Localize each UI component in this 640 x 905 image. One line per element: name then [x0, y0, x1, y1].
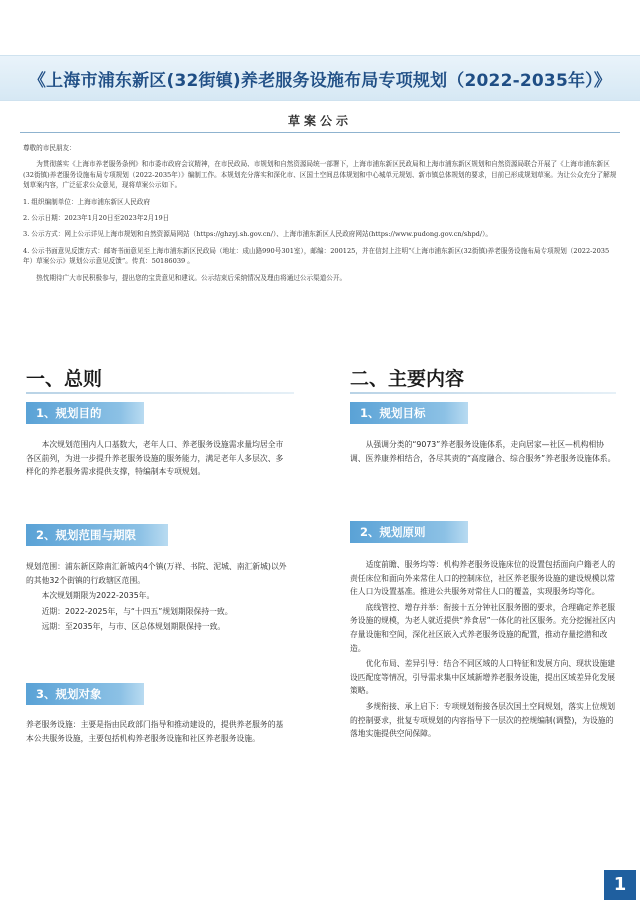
- section-rule: [26, 392, 294, 394]
- paragraph: 本次规划范围内人口基数大，老年人口、养老服务设施需求量均居全市各区前列，为进一步提升养老服务设施的服务能力，满足老年人多层次、多样化的养老服务需求提供支撑，特编制本专项规划。: [26, 440, 284, 477]
- subsection-badge-goal: 1、规划目标: [350, 402, 468, 424]
- principles-text: [350, 558, 616, 743]
- notice-intro: 为贯彻落实《上海市养老服务条例》和市委市政府会议精神，在市民政局、市规划和自然资源局统一部署下，上海市浦东新区民政局和上海市浦东新区规划和自然资源局联合开展了《上海市浦东新区(32街镇)养老服务设施布局专项规划（2022-2035年）》编制工作。本规划充分落实和深化市、区国土空间总体规划和中心城单元规划、新市镇总体规划的要求，目前已形成规划草案。为让公众充分了解规划草案内容，广泛征求公众意见，现将草案公示如下。: [23, 160, 617, 190]
- document-title: 《上海市浦东新区(32街镇)养老服务设施布局专项规划（2022-2035年）》: [28, 71, 612, 91]
- notice-item-4: 4. 公示书面意见反馈方式：邮寄书面意见至上海市浦东新区民政局（地址：成山路990号301室），邮编：200125，并在信封上注明“《上海市浦东新区(32街镇)养老服务设施布局专项规划（2022-2035年）草案公示》规划公示意见反馈”。传真：50186039 。: [23, 246, 610, 266]
- notice-item-1: 1. 组织编制单位：上海市浦东新区人民政府: [23, 197, 151, 206]
- page-number-badge: 1: [604, 870, 636, 900]
- section-rule: [350, 392, 616, 394]
- subsection-badge-purpose: 1、规划目的: [26, 402, 144, 424]
- paragraph: 从强调分类的“9073”养老服务设施体系，走向居家—社区—机构相协调、医养康养相结合，各尽其责的“高度融合、综合服务”养老服务设施体系。: [350, 440, 616, 463]
- section-heading-general: 一、总则: [26, 368, 103, 390]
- paragraph: 远期：至2035年，与市、区总体规划期限保持一致。: [41, 622, 226, 632]
- paragraph: 适度前瞻、服务均等：机构养老服务设施床位的设置包括面向户籍老人的责任床位和面向外来常住人口的控制床位，社区养老服务设施的建设规模以常住人口为设置基准。推进公共服务对常住人口的覆盖，实现服务均等化。: [350, 560, 616, 597]
- paragraph: 优化布局、差异引导：结合不同区域的人口特征和发展方向、现状设施建设匹配度等情况，引导需求集中区域新增养老服务设施，提出区域差异化发展策略。: [350, 659, 616, 696]
- notice-item-2: 2. 公示日期：2023年1月20日至2023年2月19日: [23, 214, 170, 223]
- notice-closing: 热忱期待广大市民积极参与，提出您的宝贵意见和建议。公示结束后采纳情况及理由将通过公示渠道公开。: [36, 273, 347, 282]
- section-heading-main-content: 二、主要内容: [350, 368, 465, 390]
- paragraph: 本次规划期限为2022-2035年。: [41, 591, 155, 601]
- subsection-badge-scope: 2、规划范围与期限: [26, 524, 168, 546]
- notice-greeting: 尊敬的市民朋友：: [23, 144, 76, 152]
- paragraph: 底线管控、增存并举：衔接十五分钟社区服务圈的要求，合理确定养老服务设施的规模，为老人就近提供“养食居”一体化的社区服务。充分挖掘社区内存量设施和空间，深化社区嵌入式养老服务设施的配置，推动存量挖潜和改造。: [350, 602, 616, 653]
- paragraph: 规划范围：浦东新区除南汇新城内4个镇(万祥、书院、泥城、南汇新城)以外的其他32个街镇的行政辖区范围。: [26, 562, 287, 585]
- paragraph: 近期：2022-2025年，与“十四五”规划期限保持一致。: [41, 606, 233, 616]
- goal-text: [350, 438, 616, 467]
- subsection-badge-object: 3、规划对象: [26, 683, 144, 705]
- notice-item-3: 3. 公示方式：网上公示详见上海市规划和自然资源局网站（https://ghzyj.sh.gov.cn/）、上海市浦东新区人民政府网站(https://www.pudong.gov.cn/shpd/）。: [23, 230, 492, 239]
- subsection-badge-principles: 2、规划原则: [350, 521, 468, 543]
- subtitle-divider: [20, 132, 620, 133]
- object-text: [26, 718, 291, 747]
- document-subtitle: 草案公示: [287, 114, 352, 128]
- purpose-text: [26, 438, 291, 481]
- paragraph: 多规衔接、承上启下：专项规划衔接各层次国土空间规划，落实上位规划的控制要求，批复专项规划的内容指导下一层次的控规编制(调整)，为设施的落地实施提供空间保障。: [350, 701, 616, 739]
- scope-text: [26, 560, 291, 636]
- public-notice: [23, 143, 618, 289]
- paragraph: 养老服务设施：主要是指由民政部门指导和推动建设的，提供养老服务的基本公共服务设施，主要包括机构养老服务设施和社区养老服务设施。: [26, 720, 284, 743]
